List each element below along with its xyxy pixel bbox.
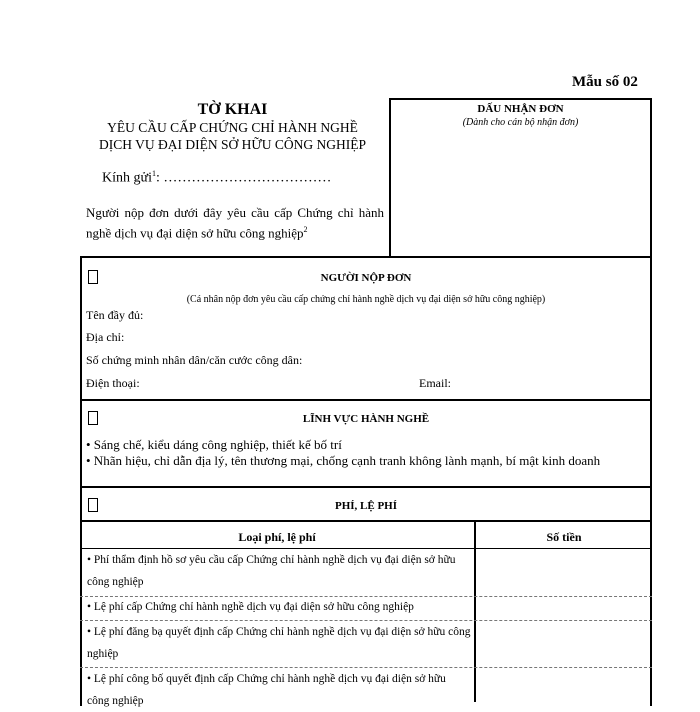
fees-column-divider [474,522,476,702]
receipt-stamp-box [389,98,652,258]
stamp-title: DẤU NHẬN ĐƠN [477,103,564,115]
footnote-marker: 2 [303,225,308,234]
form-title: TỜ KHAI [197,101,268,118]
fees-section-title: PHÍ, LỆ PHÍ [334,500,398,512]
form-title-block [80,100,385,153]
id-number-label: Số chứng minh nhân dân/căn cước công dân: [86,353,303,367]
fee-row-appraisal: • Phí thẩm định hồ sơ yêu cầu cấp Chứng chỉ hành nghề dịch vụ đại diện sở hữu công nghiệp [87,554,456,588]
stamp-note: (Dành cho cán bộ nhận đơn) [462,117,579,128]
phone-label: Điện thoại: [86,376,140,390]
section-divider [80,486,652,488]
request-text: Người nộp đơn dưới đây yêu cầu cấp Chứng chỉ hành nghề dịch vụ đại diện sở hữu công nghiệp [86,205,384,241]
address-label: Địa chỉ: [86,330,125,344]
request-statement [86,204,384,241]
practice-item-patent: • Sáng chế, kiểu dáng công nghiệp, thiết kế bố trí [86,437,342,452]
applicant-section-note: (Cá nhân nộp đơn yêu cầu cấp chứng chỉ hành nghề dịch vụ đại diện sở hữu công nghiệp) [186,294,546,305]
recipient-line [102,169,331,187]
fee-row-publication: • Lệ phí công bố quyết định cấp Chứng chỉ hành nghề dịch vụ đại diện sở hữu công nghiệp [87,673,446,707]
recipient-label: Kính gửi [102,170,152,186]
form-number: Mẫu số 02 [572,74,638,90]
footnote-marker: 1 [151,169,156,178]
fees-header-divider [80,520,652,522]
applicant-section-title: NGƯỜI NỘP ĐƠN [320,272,412,284]
practice-section-title: LĨNH VỰC HÀNH NGHỀ [302,413,430,425]
full-name-label: Tên đầy đủ: [86,308,144,322]
practice-item-trademark: • Nhãn hiệu, chỉ dẫn địa lý, tên thương mại, chống cạnh tranh không lành mạnh, bí mật kinh doanh [86,453,601,468]
fee-type-header: Loại phí, lệ phí [238,530,316,544]
form-subtitle-line2: DỊCH VỤ ĐẠI DIỆN SỞ HỮU CÔNG NGHIỆP [98,137,367,152]
recipient-dots: : ……………………………… [155,170,332,186]
section-divider [80,399,652,401]
form-subtitle-line1: YÊU CẦU CẤP CHỨNG CHỈ HÀNH NGHỀ [107,120,358,135]
email-label: Email: [419,376,451,390]
fee-amount-header: Số tiền [546,530,582,544]
fee-row-registration: • Lệ phí đăng bạ quyết định cấp Chứng chỉ hành nghề dịch vụ đại diện sở hữu công nghiệp [87,626,471,660]
fee-row-issuance: • Lệ phí cấp Chứng chỉ hành nghề dịch vụ đại diện sở hữu công nghiệp [87,601,414,613]
